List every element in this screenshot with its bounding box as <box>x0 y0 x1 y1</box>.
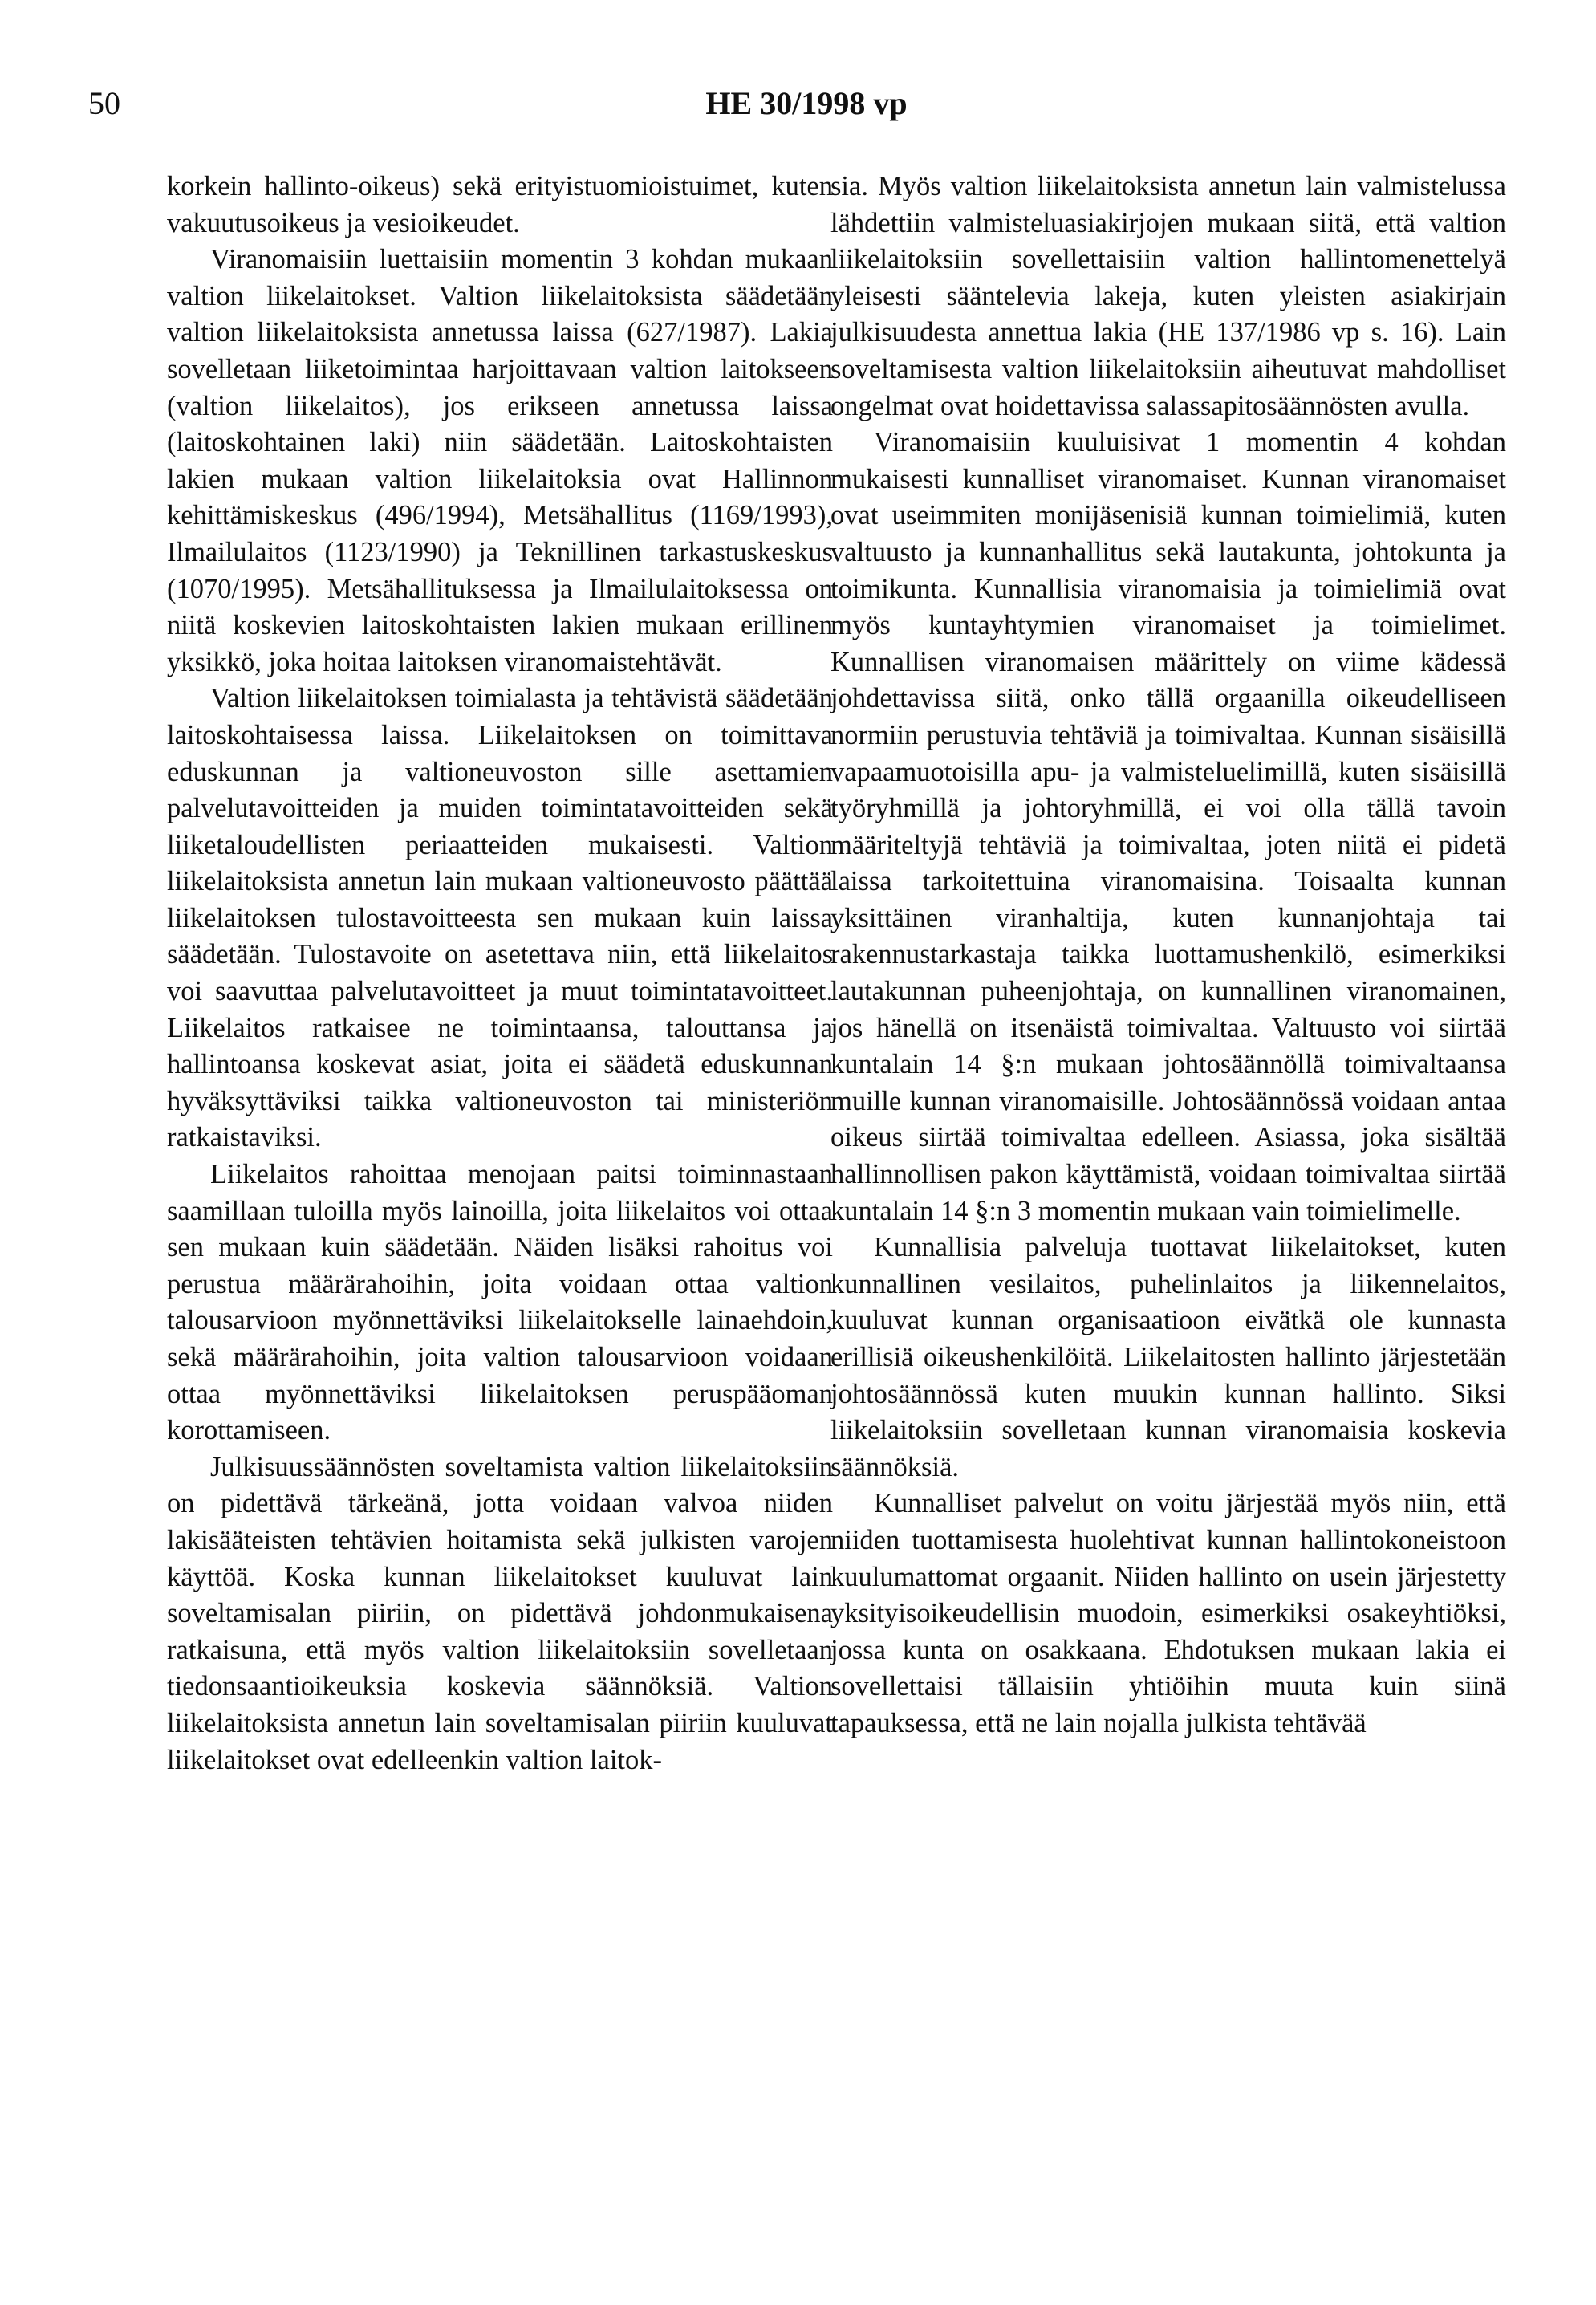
paragraph: Liikelaitos rahoittaa menojaan paitsi toiminnastaan saamillaan tuloilla myös lainoilla, joita liikelaitos voi ottaa sen mukaan kuin säädetään. Näiden lisäksi rahoitus voi perustua määrärahoihin, joita voidaan ottaa valtion talousarvioon myönnettäviksi liikelaitokselle lainaehdoin, sekä määrärahoihin, joita valtion talousarvioon voidaan ottaa myönnettäviksi liikelaitoksen peruspääoman korottamiseen. <box>167 1159 833 1446</box>
left-column <box>167 169 833 1779</box>
paragraph: Julkisuussäännösten soveltamista valtion liikelaitoksiin on pidettävä tärkeänä, jotta voidaan valvoa niiden lakisääteisten tehtävien hoitamista sekä julkisten varojen käyttöä. Koska kunnan liikelaitokset kuuluvat lain soveltamisalan piiriin, on pidettävä johdonmukaisena ratkaisuna, että myös valtion liikelaitoksiin sovelletaan tiedonsaantioikeuksia koskevia säännöksiä. Valtion liikelaitoksista annetun lain soveltamisalan piiriin kuuluvat liikelaitokset ovat edelleenkin valtion laitok- <box>167 1451 833 1775</box>
paragraph: Kunnalliset palvelut on voitu järjestää myös niin, että niiden tuottamisesta huolehtivat kunnan hallintokoneistoon kuulumattomat orgaanit. Niiden hallinto on usein järjestetty yksityisoikeudellisin muodoin, esimerkiksi osakeyhtiöksi, jossa kunta on osakkaana. Ehdotuksen mukaan lakia ei sovellettaisi tällaisiin yhtiöihin muuta kuin siinä tapauksessa, että ne lain nojalla julkista tehtävää <box>830 1488 1506 1738</box>
paragraph: Valtion liikelaitoksen toimialasta ja tehtävistä säädetään laitoskohtaisessa laissa. Liikelaitoksen on toimittava eduskunnan ja valtioneuvoston sille asettamien palvelutavoitteiden ja muiden toimintatavoitteiden sekä liiketaloudellisten periaatteiden mukaisesti. Valtion liikelaitoksista annetun lain mukaan valtioneuvosto päättää liikelaitoksen tulostavoitteesta sen mukaan kuin laissa säädetään. Tulostavoite on asetettava niin, että liikelaitos voi saavuttaa palvelutavoitteet ja muut toimintatavoitteet. Liikelaitos ratkaisee ne toimintaansa, talouttansa ja hallintoansa koskevat asiat, joita ei säädetä eduskunnan hyväksyttäviksi taikka valtioneuvoston tai ministeriön ratkaistaviksi. <box>167 683 833 1153</box>
paragraph: Kunnallisia palveluja tuottavat liikelaitokset, kuten kunnallinen vesilaitos, puhelinlaitos ja liikennelaitos, kuuluvat kunnan organisaatioon eivätkä ole kunnasta erillisiä oikeushenkilöitä. Liikelaitosten hallinto järjestetään johtosäännössä kuten muukin kunnan hallinto. Siksi liikelaitoksiin sovelletaan kunnan viranomaisia koskevia säännöksiä. <box>830 1232 1506 1482</box>
document-id: HE 30/1998 vp <box>705 85 908 121</box>
paragraph: Viranomaisiin kuuluisivat 1 momentin 4 kohdan mukaisesti kunnalliset viranomaiset. Kunnan viranomaiset ovat useimmiten monijäsenisiä kunnan toimielimiä, kuten valtuusto ja kunnanhallitus sekä lautakunta, johtokunta ja toimikunta. Kunnallisia viranomaisia ja toimielimiä ovat myös kuntayhtymien viranomaiset ja toimielimet. Kunnallisen viranomaisen määrittely on viime kädessä johdettavissa siitä, onko tällä orgaanilla oikeudelliseen normiin perustuvia tehtäviä ja toimivaltaa. Kunnan sisäisillä vapaamuotoisilla apu- ja valmisteluelimillä, kuten sisäisillä työryhmillä ja johtoryhmillä, ei voi olla tällä tavoin määriteltyjä tehtäviä ja toimivaltaa, joten niitä ei pidetä laissa tarkoitettuina viranomaisina. Toisaalta kunnan yksittäinen viranhaltija, kuten kunnanjohtaja tai rakennustarkastaja taikka luottamushenkilö, esimerkiksi lautakunnan puheenjohtaja, on kunnallinen viranomainen, jos hänellä on itsenäistä toimivaltaa. Valtuusto voi siirtää kuntalain 14 §:n mukaan johtosäännöllä toimivaltaansa muille kunnan viranomaisille. Johtosäännössä voidaan antaa oikeus siirtää toimivaltaa edelleen. Asiassa, joka sisältää hallinnollisen pakon käyttämistä, voidaan toimivaltaa siirtää kuntalain 14 §:n 3 momentin mukaan vain toimielimelle. <box>830 427 1506 1226</box>
paragraph: sia. Myös valtion liikelaitoksista annetun lain valmistelussa lähdettiin valmisteluasiakirjojen mukaan siitä, että valtion liikelaitoksiin sovellettaisiin valtion hallintomenettelyä yleisesti sääntelevia lakeja, kuten yleisten asiakirjain julkisuudesta annettua lakia (HE 137/1986 vp s. 16). Lain soveltamisesta valtion liikelaitoksiin aiheutuvat mahdolliset ongelmat ovat hoidettavissa salassapitosäännösten avulla. <box>830 171 1506 421</box>
paragraph: Viranomaisiin luettaisiin momentin 3 kohdan mukaan valtion liikelaitokset. Valtion liikelaitoksista säädetään valtion liikelaitoksista annetussa laissa (627/1987). Lakia sovelletaan liiketoimintaa harjoittavaan valtion laitokseen (valtion liikelaitos), jos erikseen annetussa laissa (laitoskohtainen laki) niin säädetään. Laitoskohtaisten lakien mukaan valtion liikelaitoksia ovat Hallinnon kehittämiskeskus (496/1994), Metsähallitus (1169/1993), Ilmailulaitos (1123/1990) ja Teknillinen tarkastuskeskus (1070/1995). Metsähallituksessa ja Ilmailulaitoksessa on niitä koskevien laitoskohtaisten lakien mukaan erillinen yksikkö, joka hoitaa laitoksen viranomaistehtävät. <box>167 244 833 677</box>
page-header <box>88 84 1525 124</box>
page-number: 50 <box>88 85 120 121</box>
paragraph: korkein hallinto-oikeus) sekä erityistuomioistuimet, kuten vakuutusoikeus ja vesioikeudet. <box>167 171 833 238</box>
right-column <box>830 169 1506 1742</box>
